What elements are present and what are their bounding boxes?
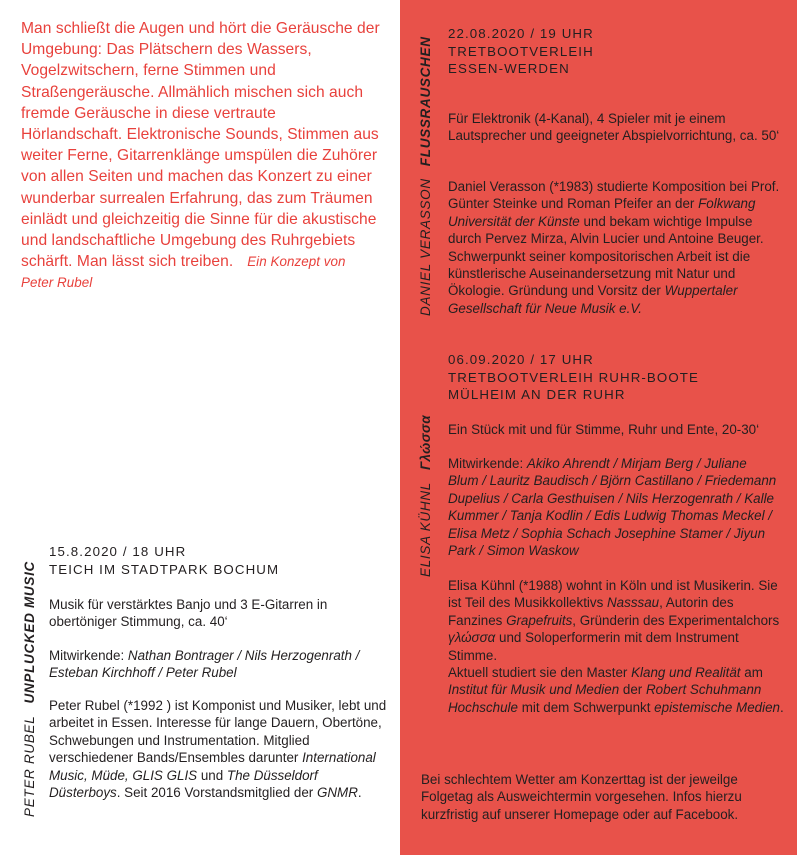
event-header-unplucked bbox=[49, 543, 279, 578]
event-date: 06.09.2020 / 17 UHR bbox=[448, 352, 594, 367]
event-label-unplucked bbox=[22, 561, 37, 817]
artist-name: ELISA KÜHNL bbox=[418, 482, 433, 577]
event-title: FLUSSRAUSCHEN bbox=[418, 36, 433, 167]
right-page bbox=[400, 0, 797, 855]
event-description: Ein Stück mit und für Stimme, Ruhr und Ente, 20-30‘ bbox=[448, 422, 760, 437]
artist-bio: Peter Rubel (*1992 ) ist Komponist und Musiker, lebt und arbeitet in Essen. Interesse für lange Dauern, Obertöne, Schwebungen und Instrumentation. Mitglied verschiedener Bands/Ensembles darunter International Music, Müde, GLIS GLIS und The Düsseldorf Düsterboys. Seit 2016 Vorstandsmitglied der GNMR. bbox=[49, 698, 387, 801]
event-title: Γλώσσα bbox=[418, 415, 433, 471]
artist-name: DANIEL VERASSON bbox=[418, 178, 433, 316]
event-description: Für Elektronik (4-Kanal), 4 Spieler mit je einem Lautsprecher und geeigneter Abspielvorrichtung, ca. 50‘ bbox=[448, 111, 780, 144]
event-title: UNPLUCKED MUSIC bbox=[22, 561, 37, 704]
performers-label: Mitwirkende: bbox=[448, 456, 524, 471]
event-header-flussrauschen bbox=[448, 25, 594, 78]
performers-list: Nathan Bontrager / Nils Herzogenrath / Esteban Kirchhoff / Peter Rubel bbox=[49, 648, 360, 681]
event-label-flussrauschen bbox=[418, 36, 433, 316]
intro-credit: Ein Konzept von Peter Rubel bbox=[21, 254, 346, 291]
event-label-glossa bbox=[418, 415, 433, 577]
performers-label: Mitwirkende: bbox=[49, 648, 125, 663]
event-venue-line1: TRETBOOTVERLEIH RUHR-BOOTE bbox=[448, 369, 699, 385]
event-venue-line2: ESSEN-WERDEN bbox=[448, 61, 570, 76]
event-description: Musik für verstärktes Banjo und 3 E-Gitarren in obertöniger Stimmung, ca. 40‘ bbox=[49, 597, 328, 630]
performers-list: Akiko Ahrendt / Mirjam Berg / Juliane Blum / Lauritz Baudisch / Björn Castillano / Friedemann Dupelius / Carla Gesthuisen / Nils Herzogenrath / Kalle Kummer / Tanja Kodlin / Edis Ludwig Thomas Meckel / Elisa Metz / Sophia Schach Josephine Stamer / Jiyun Park / Simon Waskow bbox=[448, 456, 777, 559]
artist-bio: Elisa Kühnl (*1988) wohnt in Köln und ist Musikerin. Sie ist Teil des Musikkollektivs Nasssau, Autorin des Fanzines Grapefruits, Gründerin des Experimentalchors γλώσσα und Soloperformerin mit dem Instrument Stimme. Aktuell studiert sie den Master Klang und Realität am Institut für Musik und Medien der Robert Schuhmann Hochschule mit dem Schwerpunkt epistemische Medien. bbox=[448, 578, 784, 715]
artist-name: PETER RUBEL bbox=[22, 715, 37, 817]
event-performers bbox=[448, 455, 778, 559]
event-date: 22.08.2020 / 19 UHR bbox=[448, 26, 594, 41]
weather-note: Bei schlechtem Wetter am Konzerttag ist der jeweilge Folgetag als Ausweichtermin vorgesehen. Infos hierzu kurzfristig auf unserer Homepage oder auf Facebook. bbox=[421, 772, 742, 822]
artist-bio: Daniel Verasson (*1983) studierte Komposition bei Prof. Günter Steinke und Roman Pfeifer an der Folkwang Universität der Künste und bekam wichtige Impulse durch Pervez Mirza, Alvin Lucier und Antoine Beuger. Schwerpunkt seiner kompositorischen Arbeit ist die künstlerische Auseinandersetzung mit Natur und Ökologie. Gründung und Vorsitz der Wuppertaler Gesellschaft für Neue Musik e.V. bbox=[448, 179, 780, 316]
event-venue: TEICH IM STADTPARK BOCHUM bbox=[49, 561, 280, 577]
intro-text bbox=[21, 18, 381, 294]
event-date: 15.8.2020 / 18 UHR bbox=[49, 544, 187, 559]
event-venue-line1: TRETBOOTVERLEIH bbox=[448, 43, 594, 59]
intro-body: Man schließt die Augen und hört die Geräusche der Umgebung: Das Plätschern des Wassers, Vogelzwitschern, ferne Stimmen und Straßengeräusche. Allmählich mischen sich auch fremde Geräusche in diese vertraute Hörlandschaft. Elektronische Sounds, Stimmen aus weiter Ferne, Gitarrenklänge umspülen die Zuhörer von allen Seiten und machen das Konzert zu einer wunderbar surrealen Erfahrung, das zum Träumen einlädt und gleichzeitig die Sinne für die akustische und landschaftliche Umgebung des Ruhrgebiets schärft. Man lässt sich treiben. bbox=[21, 20, 380, 271]
event-performers bbox=[49, 647, 389, 682]
event-header-glossa bbox=[448, 351, 699, 404]
event-venue-line2: MÜLHEIM AN DER RUHR bbox=[448, 387, 626, 402]
